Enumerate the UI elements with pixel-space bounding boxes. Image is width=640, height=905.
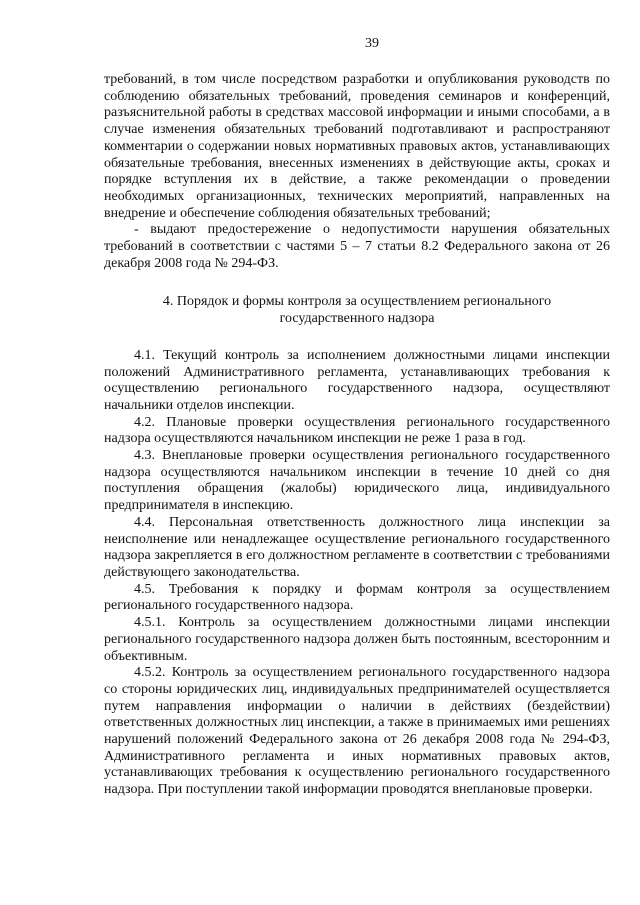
paragraph-warning: - выдают предостережение о недопустимости нарушения обязательных требований в соответствии с частями 5 – 7 статьи 8.2 Федерального закона от 26 декабря 2008 года № 294-ФЗ. <box>104 222 610 271</box>
page-number: 39 <box>365 36 379 51</box>
section-title <box>104 294 610 327</box>
paragraph-4-5: 4.5. Требования к порядку и формам контроля за осуществлением регионального государственного надзора. <box>104 581 610 614</box>
paragraph-4-4: 4.4. Персональная ответственность должностного лица инспекции за неисполнение или ненадлежащее осуществление регионального государственного надзора закрепляется в его должностном регламенте в соответствии с требованиями действующего законодательства. <box>104 514 610 580</box>
paragraph-4-2: 4.2. Плановые проверки осуществления регионального государственного надзора осуществляются начальником инспекции не реже 1 раза в год. <box>104 414 610 447</box>
paragraph-4-5-2: 4.5.2. Контроль за осуществлением регионального государственного надзора со стороны юридических лиц, индивидуальных предпринимателей осуществляется путем направления информации о наличии в действиях (бездействии) ответственных должностных лиц инспекции, а также в принимаемых ими решениях нарушений положений Федерального закона от 26 декабря 2008 года № 294-ФЗ, Административного регламента и иных нормативных правовых актов, устанавливающих требования к осуществлению регионального государственного надзора. При поступлении такой информации проводятся внеплановые проверки. <box>104 665 610 798</box>
section-title-line: государственного надзора <box>279 311 435 327</box>
paragraph-4-3: 4.3. Внеплановые проверки осуществления регионального государственного надзора осуществляются начальником инспекции в течение 10 дней со дня поступления обращения (жалобы) юридического лица, индивидуального предпринимателя в инспекцию. <box>104 448 610 514</box>
paragraph-continuation: требований, в том числе посредством разработки и опубликования руководств по соблюдению обязательных требований, проведения семинаров и конференций, разъяснительной работы в средствах массовой информации и иными способами, а в случае изменения обязательных требований подготавливают и распространяют комментарии о содержании новых нормативных правовых актов, устанавливающих обязательные требования, внесенных изменениях в действующие акты, сроках и порядке вступления их в действие, а также рекомендации о проведении необходимых организационных, технических мероприятий, направленных на внедрение и обеспечение соблюдения обязательных требований; <box>104 72 610 221</box>
section-title-line: 4. Порядок и формы контроля за осуществлением регионального <box>162 294 552 310</box>
paragraph-4-5-1: 4.5.1. Контроль за осуществлением должностными лицами инспекции регионального государственного надзора должен быть постоянным, всесторонним и объективным. <box>104 615 610 664</box>
paragraph-4-1: 4.1. Текущий контроль за исполнением должностными лицами инспекции положений Административного регламента, устанавливающих требования к осуществлению регионального государственного надзора, осуществляют начальники отделов инспекции. <box>104 347 610 413</box>
